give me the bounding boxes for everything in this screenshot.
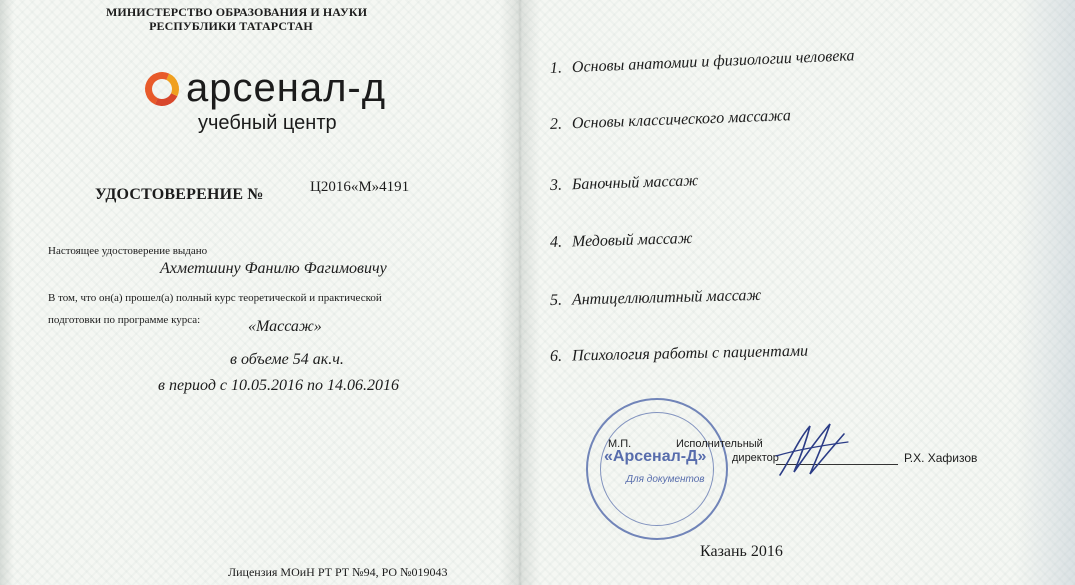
subject-name: Медовый массаж xyxy=(571,230,693,251)
subject-number: 4. xyxy=(549,233,563,251)
license-text: Лицензия МОиН РТ РТ №94, РО №019043 xyxy=(228,565,448,579)
logo-subtitle: учебный центр xyxy=(198,112,337,134)
subject-name: Основы анатомии и физиологии человека xyxy=(571,47,855,77)
subject-number: 2. xyxy=(549,115,563,133)
stamp-brand: «Арсенал-Д» xyxy=(604,448,707,465)
subject-number: 3. xyxy=(549,176,563,194)
official-stamp xyxy=(586,398,728,540)
stamp-mp-label: М.П. xyxy=(608,438,632,450)
statement-line-1: В том, что он(а) прошел(а) полный курс теоретической и практической xyxy=(48,292,382,304)
subject-number: 6. xyxy=(549,347,563,365)
subject-number: 1. xyxy=(549,59,563,77)
logo-ring-icon xyxy=(140,67,184,111)
left-page-edge xyxy=(0,0,14,585)
issued-to-label: Настоящее удостоверение выдано xyxy=(48,245,208,257)
right-page-edge xyxy=(1015,0,1075,585)
course-name: «Массаж» xyxy=(248,318,322,335)
recipient-name: Ахметшину Фанилю Фагимовичу xyxy=(160,260,387,277)
arsenal-d-logo xyxy=(142,64,387,142)
ministry-header xyxy=(106,5,368,33)
subject-name: Баночный массаж xyxy=(571,172,699,194)
ministry-line-1: МИНИСТЕРСТВО ОБРАЗОВАНИЯ И НАУКИ xyxy=(106,5,368,19)
handwritten-signature xyxy=(770,420,850,480)
stamp-caption: Для документов xyxy=(626,474,705,485)
subject-name: Основы классического массажа xyxy=(571,107,792,133)
director-role-line-2: директор xyxy=(732,452,779,464)
ministry-line-2: РЕСПУБЛИКИ ТАТАРСТАН xyxy=(149,19,313,33)
subject-name: Антицеллюлитный массаж xyxy=(571,286,762,309)
director-name: Р.Х. Хафизов xyxy=(904,451,978,465)
certificate-number: Ц2016«М»4191 xyxy=(310,179,410,195)
city-and-year: Казань 2016 xyxy=(700,543,783,560)
course-volume: в объеме 54 ак.ч. xyxy=(230,351,344,368)
subject-number: 5. xyxy=(549,291,563,309)
subject-name: Психология работы с пациентами xyxy=(571,342,809,365)
certificate-title: УДОСТОВЕРЕНИЕ № xyxy=(95,186,264,203)
director-role-line-1: Исполнительный xyxy=(676,438,763,450)
course-period: в период с 10.05.2016 по 14.06.2016 xyxy=(158,377,400,394)
book-spine xyxy=(500,0,540,585)
statement-line-2: подготовки по программе курса: xyxy=(48,314,201,326)
logo-wordmark: арсенал-д xyxy=(186,66,387,110)
